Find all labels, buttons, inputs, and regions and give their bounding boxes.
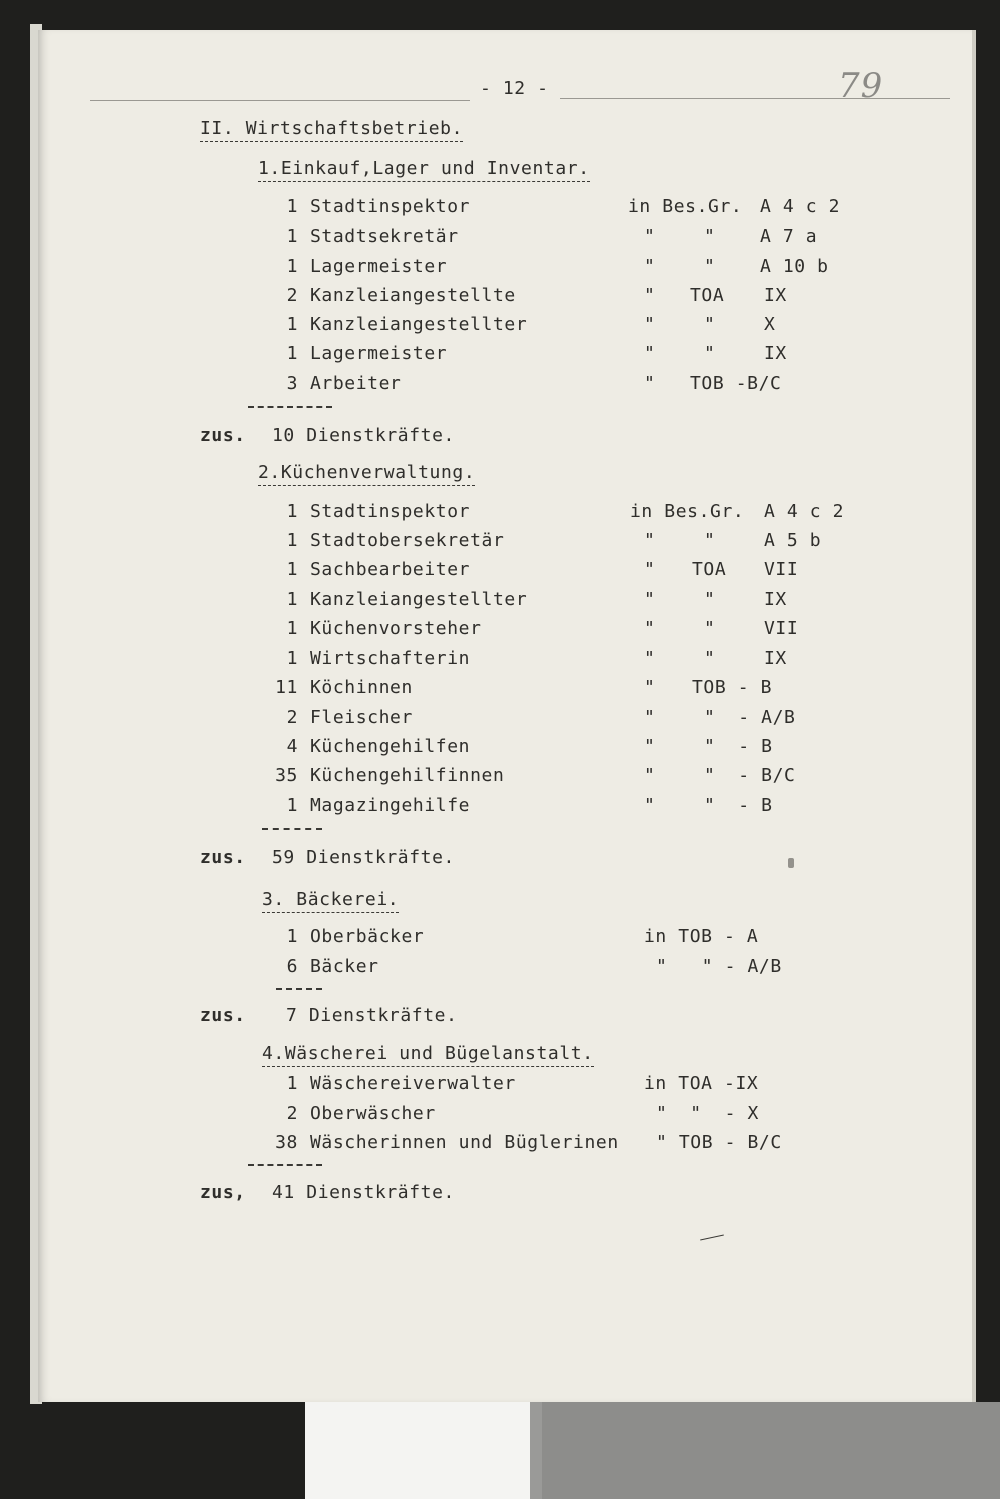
row-tariff: " TOB - B/C (656, 1132, 782, 1153)
row-count: 1 (286, 501, 298, 522)
row-group: " (644, 559, 656, 580)
row-count: 1 (286, 589, 298, 610)
row-count: 1 (286, 648, 298, 669)
row-group: " (644, 373, 656, 394)
row-group: " (644, 530, 656, 551)
row-group: " (644, 618, 656, 639)
group-heading: 1.Einkauf,Lager und Inventar. (258, 158, 590, 182)
total-prefix: zus. (200, 425, 246, 446)
sum-rule (262, 828, 322, 830)
calibration-strip-divider (530, 1402, 542, 1499)
row-count: 1 (286, 618, 298, 639)
row-group: " (644, 707, 656, 728)
group-total: 41 Dienstkräfte. (272, 1182, 455, 1203)
row-count: 1 (286, 926, 298, 947)
sum-rule (248, 1164, 322, 1166)
row-grade: X (764, 314, 776, 335)
total-prefix: zus. (200, 847, 246, 868)
row-title: Küchengehilfen (310, 736, 471, 757)
sum-rule (276, 988, 322, 990)
total-prefix: zus. (200, 1005, 246, 1026)
total-prefix: zus, (200, 1182, 246, 1203)
row-tariff: " (704, 530, 716, 551)
row-tariff: TOB - B (692, 677, 773, 698)
row-tariff: " - B (704, 736, 773, 757)
row-grade: A 10 b (760, 256, 829, 277)
row-tariff: " (704, 314, 716, 335)
row-tariff: in TOB - A (644, 926, 759, 947)
row-count: 1 (286, 559, 298, 580)
row-count: 1 (286, 795, 298, 816)
row-tariff: TOA (692, 559, 727, 580)
row-group: in Bes.Gr. (628, 196, 743, 217)
row-title: Oberbäcker (310, 926, 425, 947)
row-count: 35 (275, 765, 298, 786)
row-count: 4 (286, 736, 298, 757)
row-count: 2 (286, 1103, 298, 1124)
row-tariff: " - A/B (704, 707, 796, 728)
row-count: 38 (275, 1132, 298, 1153)
row-count: 1 (286, 256, 298, 277)
section-title: II. Wirtschaftsbetrieb. (200, 118, 463, 142)
row-title: Wirtschafterin (310, 648, 471, 669)
row-grade: A 4 c 2 (764, 501, 845, 522)
row-group: " (644, 736, 656, 757)
row-group: in Bes.Gr. (630, 501, 745, 522)
row-grade: IX (764, 343, 787, 364)
row-title: Wäschereiverwalter (310, 1073, 516, 1094)
row-title: Magazingehilfe (310, 795, 471, 816)
calibration-strip-grey (542, 1402, 1000, 1499)
row-title: Küchengehilfinnen (310, 765, 505, 786)
row-tariff: " (704, 343, 716, 364)
row-group: " (644, 765, 656, 786)
row-count: 1 (286, 196, 298, 217)
row-title: Sachbearbeiter (310, 559, 471, 580)
row-title: Kanzleiangestellter (310, 314, 528, 335)
row-title: Bäcker (310, 956, 379, 977)
row-title: Küchenvorsteher (310, 618, 482, 639)
row-title: Köchinnen (310, 677, 413, 698)
header-rule-right (560, 98, 950, 99)
row-count: 1 (286, 1073, 298, 1094)
sum-rule (248, 406, 332, 408)
archive-page-number: 79 (838, 66, 884, 106)
group-heading: 3. Bäckerei. (262, 889, 399, 913)
row-group: " (644, 589, 656, 610)
row-tariff: TOB -B/C (690, 373, 782, 394)
row-title: Arbeiter (310, 373, 402, 394)
row-grade: A 7 a (760, 226, 818, 247)
row-tariff: " " - X (656, 1103, 759, 1124)
row-title: Kanzleiangestellte (310, 285, 516, 306)
row-tariff: in TOA -IX (644, 1073, 759, 1094)
row-grade: VII (764, 559, 799, 580)
row-count: 1 (286, 314, 298, 335)
row-title: Stadtsekretär (310, 226, 459, 247)
document-page (38, 30, 974, 1402)
row-group: " (644, 648, 656, 669)
row-tariff: " - B/C (704, 765, 796, 786)
row-group: " (644, 343, 656, 364)
row-tariff: " (704, 648, 716, 669)
row-grade: IX (764, 648, 787, 669)
header-rule-left (90, 100, 470, 101)
row-count: 1 (286, 226, 298, 247)
row-tariff: " (704, 589, 716, 610)
row-title: Kanzleiangestellter (310, 589, 528, 610)
row-grade: A 5 b (764, 530, 822, 551)
group-total: 10 Dienstkräfte. (272, 425, 455, 446)
row-count: 6 (286, 956, 298, 977)
row-count: 11 (275, 677, 298, 698)
row-tariff: " (704, 226, 716, 247)
row-group: " (644, 226, 656, 247)
row-group: " (644, 677, 656, 698)
row-count: 1 (286, 343, 298, 364)
row-title: Stadtobersekretär (310, 530, 505, 551)
ink-speck (788, 858, 794, 868)
row-count: 2 (286, 707, 298, 728)
row-grade: VII (764, 618, 799, 639)
group-heading: 2.Küchenverwaltung. (258, 462, 475, 486)
page-edge (972, 30, 976, 1402)
group-total: 59 Dienstkräfte. (272, 847, 455, 868)
row-tariff: " (704, 256, 716, 277)
row-title: Lagermeister (310, 343, 448, 364)
row-title: Oberwäscher (310, 1103, 436, 1124)
row-grade: A 4 c 2 (760, 196, 841, 217)
row-tariff: " (704, 618, 716, 639)
row-group: " (644, 256, 656, 277)
row-grade: IX (764, 589, 787, 610)
row-tariff: TOA (690, 285, 725, 306)
row-grade: IX (764, 285, 787, 306)
row-tariff: " - B (704, 795, 773, 816)
row-title: Wäscherinnen und Büglerinen (310, 1132, 619, 1153)
page-number: - 12 - (480, 78, 549, 99)
group-heading: 4.Wäscherei und Bügelanstalt. (262, 1043, 594, 1067)
row-title: Fleischer (310, 707, 413, 728)
row-count: 2 (286, 285, 298, 306)
row-title: Stadtinspektor (310, 196, 471, 217)
row-group: " (644, 314, 656, 335)
row-group: " (644, 285, 656, 306)
group-total: 7 Dienstkräfte. (286, 1005, 458, 1026)
calibration-strip-white (305, 1402, 530, 1499)
row-count: 3 (286, 373, 298, 394)
row-tariff: " " - A/B (656, 956, 782, 977)
row-title: Stadtinspektor (310, 501, 471, 522)
row-count: 1 (286, 530, 298, 551)
row-title: Lagermeister (310, 256, 448, 277)
row-group: " (644, 795, 656, 816)
